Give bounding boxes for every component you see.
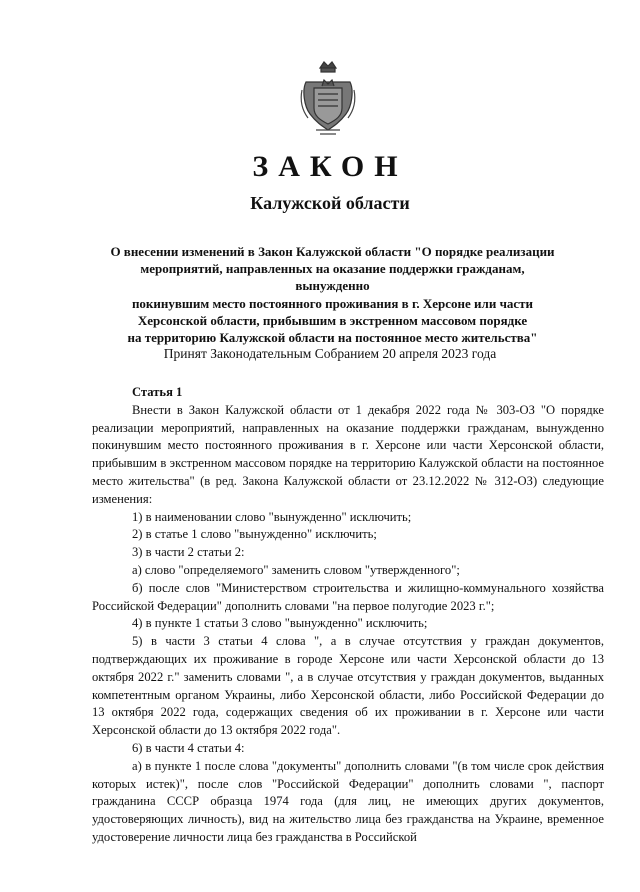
subject-line: на территорию Калужской области на постоянное место жительства" — [127, 330, 538, 346]
law-body — [92, 384, 604, 847]
amendment-item: б) после слов "Министерством строительства и жилищно-коммунального хозяйства Российской Федерации" дополнить словами "на первое полугодие 2023 г."; — [92, 580, 604, 613]
amendment-item: а) в пункте 1 после слова "документы" дополнить словами "(в том числе срок действия которых истек)", после слов "Российской Федерации" дополнить словами ", паспорт гражданина СССР образца 1974 года (для лиц, не имеющих других документов, удостоверяющих личность), вид на жительство лица без гражданства на Украине, временное удостоверение личности лица без гражданства в Российской — [92, 758, 604, 844]
amendment-item: 1) в наименовании слово "вынужденно" исключить; — [132, 509, 412, 524]
law-subject — [110, 243, 555, 346]
adoption-note: Принят Законодательным Собранием 20 апреля 2023 года — [163, 346, 497, 361]
subject-line: покинувшим место постоянного проживания в г. Херсоне или части — [131, 295, 534, 311]
amendment-item: 6) в части 4 статьи 4: — [132, 740, 245, 755]
amendment-item: 4) в пункте 1 статьи 3 слово "вынужденно" исключить; — [132, 616, 428, 631]
amendment-item: а) слово "определяемого" заменить словом "утвержденного"; — [132, 562, 460, 577]
subject-line: мероприятий, направленных на оказание поддержки гражданам, вынужденно — [140, 261, 525, 294]
amendment-item: 3) в части 2 статьи 2: — [132, 545, 245, 560]
amendment-item: 2) в статье 1 слово "вынужденно" исключить; — [132, 527, 377, 542]
intro-paragraph: Внести в Закон Калужской области от 1 декабря 2022 года № 303-ОЗ "О порядке реализации мероприятий, направленных на оказание поддержки гражданам, вынужденно покинувшим место постоянного проживания в г. Херсоне или части Херсонской области, прибывшим в экстренном массовом порядке на территорию Калужской области на постоянное место жительства" (в ред. Закона Калужской области от 23.12.2022 № 312-ОЗ) следующие изменения: — [92, 402, 604, 506]
subject-line: Херсонской области, прибывшим в экстренном массовом порядке — [137, 312, 528, 328]
region-name: Калужской области — [250, 193, 410, 213]
article-heading: Статья 1 — [132, 385, 183, 399]
coat-of-arms-emblem — [298, 60, 358, 140]
amendment-item: 5) в части 3 статьи 4 слова ", а в случае отсутствия у граждан документов, подтверждающих их проживание в городе Херсоне или части Херсонской области до 13 октября 2022 г." заменить словами ", а в случае отсутствия у граждан документов, выданных компетентным органом Украины, либо Херсонской области, либо Российской Федерации до 13 октября 2022 года, содержащих сведения об их проживании в г. Херсоне или части Херсонской области до 13 октября 2022 года". — [92, 634, 604, 738]
law-title: ЗАКОН — [252, 150, 408, 183]
subject-line: О внесении изменений в Закон Калужской области "О порядке реализации — [110, 244, 555, 259]
